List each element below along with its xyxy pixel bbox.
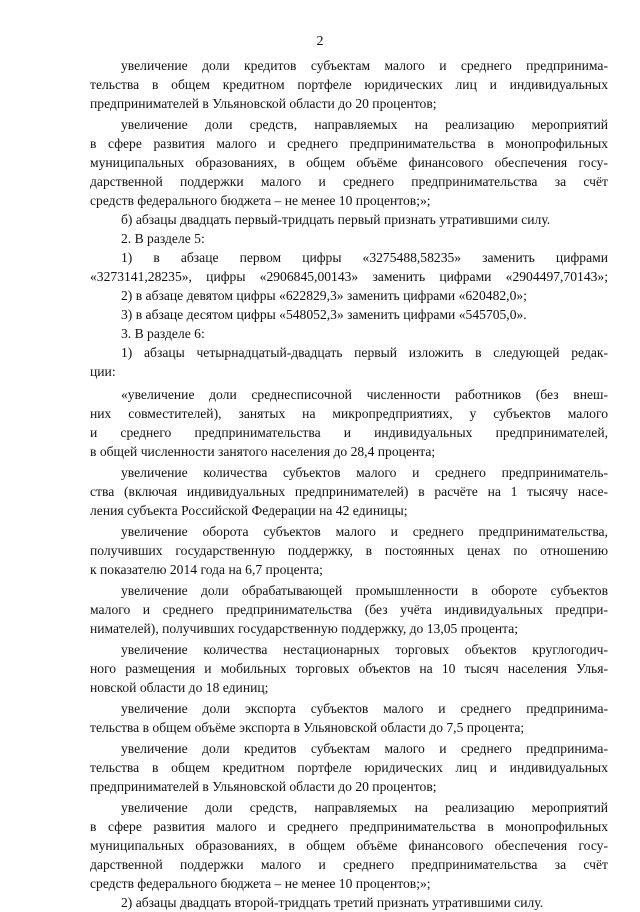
text-line: в сфере развития малого и среднего предпринимательства в монопрофильных [90,136,608,151]
text-line: ления субъекта Российской Федерации на 42 единицы; [90,503,408,518]
text-line: них совместителей), занятых на микропредприятиях, у субъектов малого [90,406,608,421]
text-line: новской области до 18 единиц; [90,680,269,695]
document-body [90,56,608,912]
text-line: тельства в общем кредитном портфеле юридических лиц и индивидуальных [90,760,608,775]
text-line: 1) абзацы четырнадцатый-двадцать первый изложить в следующей редак- [121,345,608,360]
text-line: тельства в общем кредитном портфеле юридических лиц и индивидуальных [90,77,608,92]
text-line: ства (включая индивидуальных предпринимателей) в расчёте на 1 тысячу насе- [90,484,608,499]
text-line: средств федерального бюджета – не менее 10 процентов;»; [90,876,431,891]
text-line: ции: [90,364,116,379]
text-line: увеличение оборота субъектов малого и среднего предпринимательства, [121,524,608,539]
text-line: муниципальных образованиях, в общем объёме финансового обеспечения госу- [90,155,608,170]
text-line: 2) абзацы двадцать второй-тридцать третий признать утратившими силу. [121,895,544,910]
text-line: 3) в абзаце десятом цифры «548052,3» заменить цифрами «545705,0». [121,307,527,322]
text-line: нимателей), получивших государственную поддержку, до 13,05 процента; [90,621,519,636]
text-line: в общей численности занятого населения до 28,4 процента; [90,444,436,459]
text-line: в сфере развития малого и среднего предпринимательства в монопрофильных [90,819,608,834]
text-line: 1) в абзаце первом цифры «3275488,58235» заменить цифрами [121,250,608,265]
section-heading: 3. В разделе 6: [121,326,205,341]
text-line: увеличение доли кредитов субъектам малого и среднего предпринима- [121,58,608,73]
text-line: ного размещения и мобильных торговых объектов на 10 тысяч населения Улья- [90,661,608,676]
text-line: «увеличение доли среднесписочной численности работников (без внеш- [121,387,608,402]
text-line: к показателю 2014 года на 6,7 процента; [90,562,323,577]
text-line: малого и среднего предпринимательства (без учёта индивидуальных предпри- [90,602,608,617]
text-line: дарственной поддержки малого и среднего предпринимательства за счёт [90,174,608,189]
text-line: предпринимателей в Ульяновской области до 20 процентов; [90,779,437,794]
text-line: увеличение доли средств, направляемых на реализацию мероприятий [121,800,608,815]
page-number: 2 [316,34,324,49]
text-line: увеличение доли кредитов субъектам малого и среднего предпринима- [121,741,608,756]
text-line: средств федерального бюджета – не менее 10 процентов;»; [90,193,431,208]
text-line: 2) в абзаце девятом цифры «622829,3» заменить цифрами «620482,0»; [121,288,527,303]
text-line: получивших государственную поддержку, в постоянных ценах по отношению [90,543,608,558]
text-line: «3273141,28235», цифры «2906845,00143» заменить цифрами «2904497,70143»; [90,269,608,284]
text-line: б) абзацы двадцать первый-тридцать первый признать утратившими силу. [121,212,551,227]
text-line: и среднего предпринимательства и индивидуальных предпринимателей, [90,425,608,440]
text-line: предпринимателей в Ульяновской области до 20 процентов; [90,96,437,111]
section-heading: 2. В разделе 5: [121,231,205,246]
text-line: муниципальных образованиях, в общем объёме финансового обеспечения госу- [90,838,608,853]
text-line: увеличение количества нестационарных торговых объектов круглогодич- [121,642,608,657]
text-line: увеличение количества субъектов малого и среднего предприниматель- [121,465,608,480]
text-line: увеличение доли обрабатывающей промышленности в обороте субъектов [121,583,608,598]
text-line: дарственной поддержки малого и среднего предпринимательства за счёт [90,857,608,872]
text-line: увеличение доли средств, направляемых на реализацию мероприятий [121,117,608,132]
text-line: тельства в общем объёме экспорта в Ульяновской области до 7,5 процента; [90,720,525,735]
text-line: увеличение доли экспорта субъектов малого и среднего предпринима- [121,701,608,716]
